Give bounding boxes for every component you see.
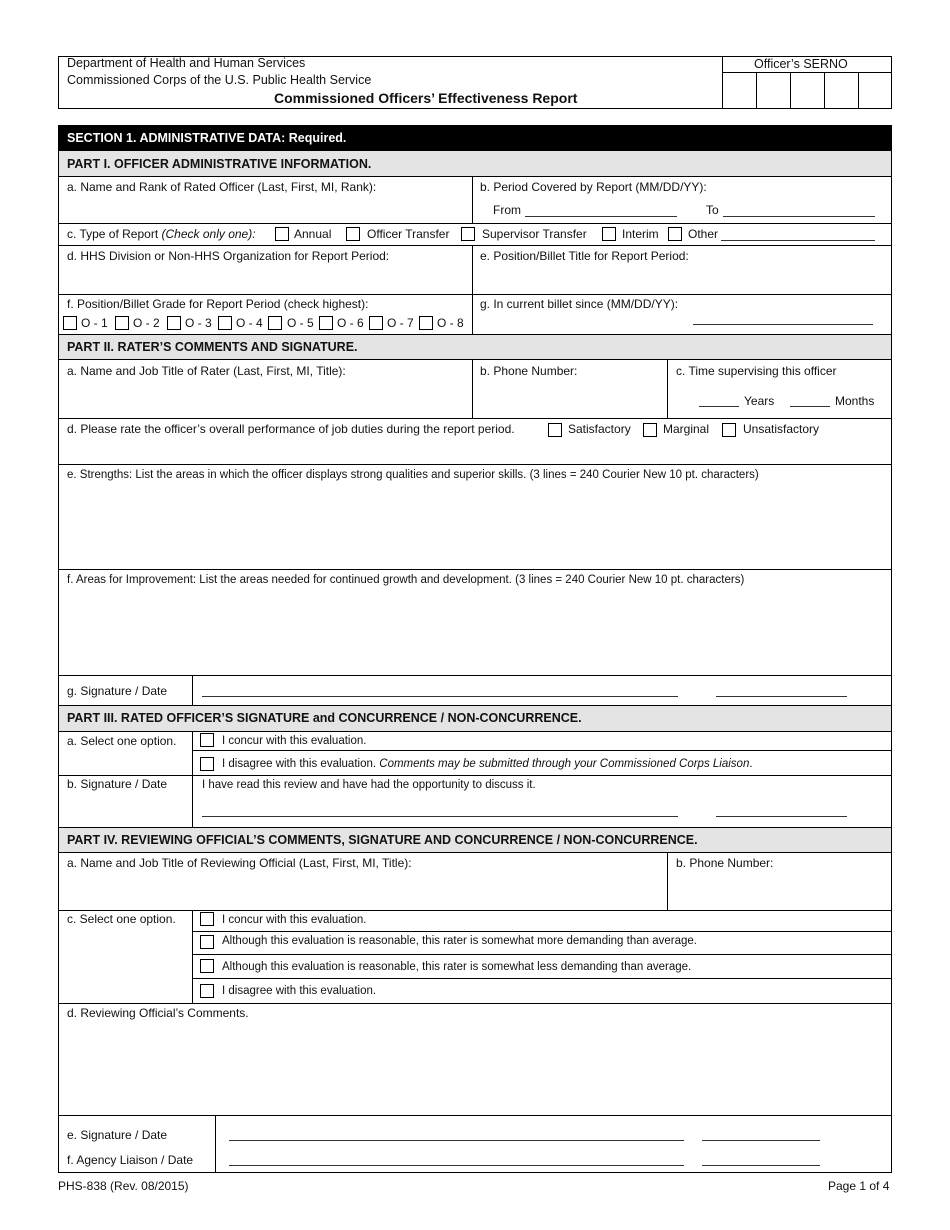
grade-o8-checkbox[interactable]	[419, 316, 433, 330]
liaison-date-input[interactable]	[702, 1165, 820, 1166]
period-to-input[interactable]	[723, 216, 875, 217]
reviewer-date-input[interactable]	[702, 1140, 820, 1141]
serno-input[interactable]	[723, 73, 891, 108]
report-type-supervisor-transfer-label: Supervisor Transfer	[482, 227, 587, 241]
report-type-officer-transfer-checkbox[interactable]	[346, 227, 360, 241]
rated-officer-name-input[interactable]	[60, 196, 470, 221]
p4-disagree-checkbox[interactable]	[200, 984, 214, 998]
grade-o5-label: O - 5	[287, 316, 314, 330]
rating-marginal-label: Marginal	[663, 422, 710, 436]
p1-f-label: f. Position/Billet Grade for Report Period (check highest):	[67, 297, 369, 311]
report-type-officer-transfer-label: Officer Transfer	[367, 227, 450, 241]
grade-o2-checkbox[interactable]	[115, 316, 129, 330]
grade-o4-label: O - 4	[236, 316, 263, 330]
reviewer-signature-input[interactable]	[229, 1140, 684, 1141]
p4-c-label: c. Select one option.	[67, 912, 176, 926]
p2-a-label: a. Name and Job Title of Rater (Last, First, MI, Title):	[67, 364, 346, 378]
report-type-supervisor-transfer-checkbox[interactable]	[461, 227, 475, 241]
p4-option-less-demanding: Although this evaluation is reasonable, this rater is somewhat less demanding than average.	[222, 961, 692, 973]
part2-title: PART II. RATER’S COMMENTS AND SIGNATURE.	[67, 340, 358, 354]
p3-b-text: I have read this review and have had the opportunity to discuss it.	[202, 779, 536, 791]
reviewer-phone-input[interactable]	[669, 872, 890, 908]
grade-o7-label: O - 7	[387, 316, 414, 330]
part1-title: PART I. OFFICER ADMINISTRATIVE INFORMATION.	[67, 157, 372, 171]
grade-o3-checkbox[interactable]	[167, 316, 181, 330]
form-title: Commissioned Officers’ Effectiveness Report	[274, 90, 578, 106]
p4-concur-checkbox[interactable]	[200, 912, 214, 926]
rater-signature-input[interactable]	[202, 696, 678, 697]
form-id: PHS-838 (Rev. 08/2015)	[58, 1179, 189, 1193]
report-type-interim-label: Interim	[622, 227, 659, 241]
p3-b-label: b. Signature / Date	[67, 777, 168, 791]
p4-d-label: d. Reviewing Official’s Comments.	[67, 1006, 249, 1020]
grade-o8-label: O - 8	[437, 316, 464, 330]
rating-satisfactory-label: Satisfactory	[568, 422, 631, 436]
serno-label: Officer’s SERNO	[754, 57, 848, 71]
p2-e-label: e. Strengths: List the areas in which the officer displays strong qualities and superior skills. (3 lines = 240 Courier New 10 pt. characters)	[67, 469, 759, 481]
p4-option-more-demanding: Although this evaluation is reasonable, this rater is somewhat more demanding than average.	[222, 935, 697, 947]
strengths-textarea[interactable]	[62, 486, 888, 566]
grade-o4-checkbox[interactable]	[218, 316, 232, 330]
hhs-division-input[interactable]	[60, 265, 470, 293]
report-type-other-checkbox[interactable]	[668, 227, 682, 241]
p3-disagree-label: I disagree with this evaluation. Comments may be submitted through your Commissioned Corps Liaison.	[222, 758, 753, 770]
corps-name: Commissioned Corps of the U.S. Public Health Service	[67, 73, 372, 87]
position-title-input[interactable]	[474, 265, 890, 293]
grade-o1-label: O - 1	[81, 316, 108, 330]
p3-disagree-checkbox[interactable]	[200, 757, 214, 771]
rating-marginal-checkbox[interactable]	[643, 423, 657, 437]
grade-o6-checkbox[interactable]	[319, 316, 333, 330]
liaison-signature-input[interactable]	[229, 1165, 684, 1166]
p3-a-label: a. Select one option.	[67, 734, 177, 748]
rater-phone-input[interactable]	[474, 380, 665, 416]
p1-d-label: d. HHS Division or Non-HHS Organization for Report Period:	[67, 249, 390, 263]
reviewer-comments-textarea[interactable]	[62, 1024, 888, 1112]
grade-o5-checkbox[interactable]	[268, 316, 282, 330]
p2-c-label: c. Time supervising this officer	[676, 364, 837, 378]
rating-unsatisfactory-label: Unsatisfactory	[743, 422, 820, 436]
grade-o6-label: O - 6	[337, 316, 364, 330]
grade-o7-checkbox[interactable]	[369, 316, 383, 330]
years-input[interactable]	[699, 406, 739, 407]
part4-title: PART IV. REVIEWING OFFICIAL’S COMMENTS, SIGNATURE AND CONCURRENCE / NON-CONCURRENCE.	[67, 833, 698, 847]
grade-o1-checkbox[interactable]	[63, 316, 77, 330]
p2-f-label: f. Areas for Improvement: List the areas needed for continued growth and development. (3 lines = 240 Courier New 10 pt. characters)	[67, 574, 745, 586]
p4-b-label: b. Phone Number:	[676, 856, 774, 870]
p4-option-concur: I concur with this evaluation.	[222, 914, 367, 926]
p2-b-label: b. Phone Number:	[480, 364, 578, 378]
p4-e-label: e. Signature / Date	[67, 1128, 168, 1142]
p1-b-label: b. Period Covered by Report (MM/DD/YY):	[480, 180, 707, 194]
rating-satisfactory-checkbox[interactable]	[548, 423, 562, 437]
to-label: To	[706, 203, 719, 217]
rater-date-input[interactable]	[716, 696, 847, 697]
p2-d-label: d. Please rate the officer’s overall performance of job duties during the report period.	[67, 422, 515, 436]
p1-g-label: g. In current billet since (MM/DD/YY):	[480, 297, 679, 311]
report-type-annual-checkbox[interactable]	[275, 227, 289, 241]
billet-since-input[interactable]	[693, 324, 873, 325]
p2-g-label: g. Signature / Date	[67, 684, 168, 698]
reviewer-name-input[interactable]	[60, 872, 665, 908]
months-input[interactable]	[790, 406, 830, 407]
rater-name-input[interactable]	[60, 380, 470, 416]
from-label: From	[493, 203, 521, 217]
grade-o3-label: O - 3	[185, 316, 212, 330]
months-label: Months	[835, 394, 875, 408]
p4-option-disagree: I disagree with this evaluation.	[222, 985, 377, 997]
report-type-interim-checkbox[interactable]	[602, 227, 616, 241]
report-type-other-label: Other	[688, 227, 719, 241]
report-type-other-input[interactable]	[721, 240, 875, 241]
dept-name: Department of Health and Human Services	[67, 56, 306, 70]
improvement-textarea[interactable]	[62, 591, 888, 671]
p4-a-label: a. Name and Job Title of Reviewing Official (Last, First, MI, Title):	[67, 856, 412, 870]
grade-o2-label: O - 2	[133, 316, 160, 330]
p3-concur-checkbox[interactable]	[200, 733, 214, 747]
p4-more-demanding-checkbox[interactable]	[200, 935, 214, 949]
report-type-annual-label: Annual	[294, 227, 332, 241]
p4-f-label: f. Agency Liaison / Date	[67, 1153, 194, 1167]
p1-c-label: c. Type of Report (Check only one):	[67, 227, 256, 241]
part3-title: PART III. RATED OFFICER’S SIGNATURE and CONCURRENCE / NON-CONCURRENCE.	[67, 711, 582, 725]
section1-title: SECTION 1. ADMINISTRATIVE DATA: Required.	[67, 131, 347, 145]
p1-e-label: e. Position/Billet Title for Report Period:	[480, 249, 689, 263]
rating-unsatisfactory-checkbox[interactable]	[722, 423, 736, 437]
period-from-input[interactable]	[525, 216, 677, 217]
years-label: Years	[744, 394, 775, 408]
p1-a-label: a. Name and Rank of Rated Officer (Last, First, MI, Rank):	[67, 180, 377, 194]
p3-concur-label: I concur with this evaluation.	[222, 735, 367, 747]
p4-less-demanding-checkbox[interactable]	[200, 959, 214, 973]
officer-date-input[interactable]	[716, 816, 847, 817]
page-number: Page 1 of 4	[828, 1179, 890, 1193]
officer-signature-input[interactable]	[202, 816, 678, 817]
